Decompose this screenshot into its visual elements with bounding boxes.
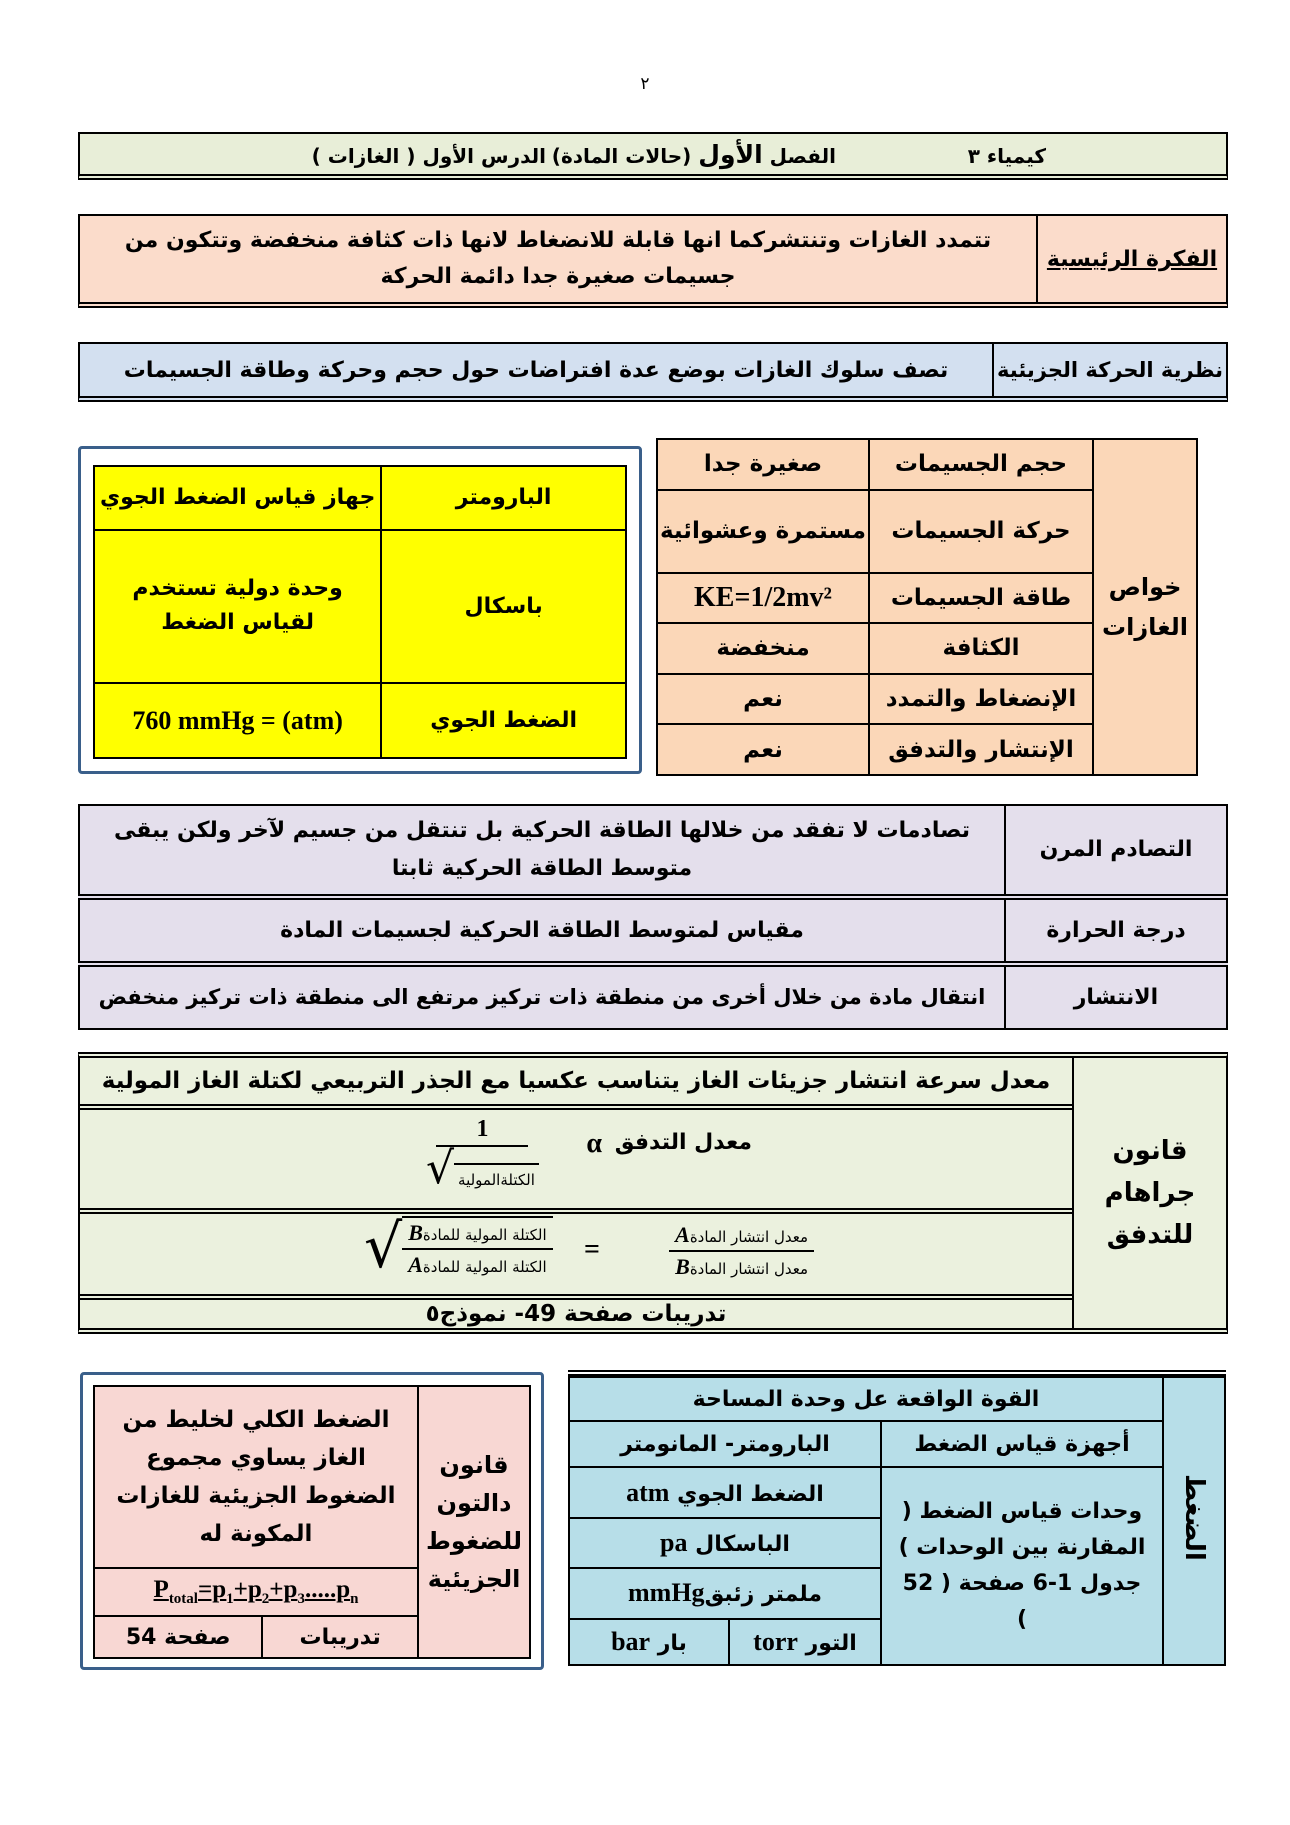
pressure-table	[568, 1370, 1226, 1666]
pressure-term: البارومتر	[381, 466, 626, 530]
property-value: نعم	[657, 724, 869, 775]
rate-label: معدل التدفق	[614, 1130, 752, 1155]
lesson-label: الدرس الأول ( الغازات )	[311, 144, 546, 168]
dalton-exercises-page: صفحة 54	[94, 1616, 262, 1658]
dalton-statement: الضغط الكلي لخليط من الغاز يساوي مجموع الضغوط الجزيئية للغازات المكونة له	[94, 1386, 418, 1568]
pressure-title: الضغط	[1163, 1377, 1225, 1665]
subject-label: كيمياء ٣	[967, 144, 1046, 168]
main-idea-text: تتمدد الغازات وتنتشركما انها قابلة للانضغاط لانها ذات كثافة منخفضة وتتكون من جسيمات صغيرة جدا دائمة الحركة	[124, 228, 992, 289]
pressure-units-label: وحدات قياس الضغط ( المقارنة بين الوحدات ) جدول 1-6 صفحة ( 52 )	[881, 1467, 1163, 1665]
rate-ratio-fraction: $\frac{\text{معدل انتشار المادةA}}{\text{معدل انتشار المادةB}}$	[669, 1222, 814, 1280]
gas-properties-title: خواص الغازات	[1093, 439, 1197, 775]
graham-proportion	[80, 1110, 1072, 1214]
pressure-terms-box	[78, 446, 642, 774]
mass-ratio-root: √ $\frac{\text{الكتلة المولية للمادةB}}{\text{الكتلة المولية للمادةA}}$	[364, 1216, 553, 1278]
pressure-unit-bar: بار bar	[569, 1619, 729, 1665]
property-value: KE=1/2mv²	[657, 573, 869, 624]
property-name: الإنتشار والتدفق	[869, 724, 1093, 775]
dalton-formula: $P_{total}=p_1+p_2+p_3.....p_n$	[94, 1568, 418, 1616]
pressure-term-definition: جهاز قياس الضغط الجوي	[94, 466, 381, 530]
property-name: الكثافة	[869, 623, 1093, 674]
property-name: حركة الجسيمات	[869, 490, 1093, 573]
definition-text: تصادمات لا تفقد من خلالها الطاقة الحركية بل تنتقل من جسيم لآخر ولكن يبقى متوسط الطاقة الحركية ثابتا	[79, 805, 1005, 897]
graham-ratio	[80, 1214, 1072, 1300]
property-value: نعم	[657, 674, 869, 725]
property-value: صغيرة جدا	[657, 439, 869, 490]
equals-sign: =	[584, 1234, 600, 1265]
pressure-unit-atm: الضغط الجوي atm	[569, 1467, 881, 1517]
dalton-law-title: قانون دالتون للضغوط الجزيئية	[418, 1386, 530, 1658]
property-value: منخفضة	[657, 623, 869, 674]
inverse-root-fraction	[420, 1116, 545, 1194]
property-value: مستمرة وعشوائية	[657, 490, 869, 573]
graham-exercises: تدريبات صفحة 49- نموذج٥	[425, 1301, 727, 1327]
definition-term: الانتشار	[1005, 964, 1227, 1029]
property-name: حجم الجسيمات	[869, 439, 1093, 490]
dalton-law-box	[80, 1372, 544, 1670]
fraction-one: 1	[436, 1116, 528, 1147]
main-idea-label: الفكرة الرئيسية	[1036, 216, 1226, 302]
graham-statement: معدل سرعة انتشار جزيئات الغاز يتناسب عكسيا مع الجذر التربيعي لكتلة الغاز المولية	[80, 1058, 1072, 1110]
kinetic-theory-label: نظرية الحركة الجزيئية	[992, 344, 1226, 396]
page-number: ٢	[640, 74, 650, 94]
dalton-exercises-label: تدريبات	[262, 1616, 418, 1658]
property-name: طاقة الجسيمات	[869, 573, 1093, 624]
pressure-term-definition: 760 mmHg = (atm)	[94, 683, 381, 758]
pressure-term-definition: وحدة دولية تستخدم لقياس الضغط	[94, 530, 381, 684]
kinetic-theory-text: تصف سلوك الغازات بوضع عدة افتراضات حول حجم وحركة وطاقة الجسيمات	[123, 357, 949, 383]
pressure-devices: البارومتر- المانومتر	[569, 1421, 881, 1467]
pressure-unit-mmhg: ملمتر زئبقmmHg	[569, 1568, 881, 1618]
alpha-symbol: α	[586, 1128, 602, 1159]
pressure-devices-label: أجهزة قياس الضغط	[881, 1421, 1163, 1467]
gas-properties-table	[656, 438, 1198, 776]
lesson-header	[78, 132, 1228, 180]
definition-term: درجة الحرارة	[1005, 897, 1227, 964]
graham-law-box	[78, 1052, 1228, 1334]
definition-term: التصادم المرن	[1005, 805, 1227, 897]
definition-text: انتقال مادة من خلال أخرى من منطقة ذات تركيز مرتفع الى منطقة ذات تركيز منخفض	[79, 964, 1005, 1029]
definitions-table	[78, 804, 1228, 1030]
definition-text: مقياس لمتوسط الطاقة الحركية لجسيمات المادة	[79, 897, 1005, 964]
sqrt-molar-mass: √ الكتلةالمولية	[420, 1147, 545, 1189]
pressure-term: الضغط الجوي	[381, 683, 626, 758]
graham-law-title: قانون جراهام للتدفق	[1072, 1058, 1226, 1328]
chapter-label: الفصل الأول (حالات المادة)	[551, 140, 836, 169]
main-idea-box	[78, 214, 1228, 308]
pressure-term: باسكال	[381, 530, 626, 684]
kinetic-theory-box	[78, 342, 1228, 402]
pressure-definition: القوة الواقعة عل وحدة المساحة	[569, 1377, 1163, 1421]
pressure-unit-pa: الباسكال pa	[569, 1518, 881, 1568]
pressure-unit-torr: التور torr	[729, 1619, 881, 1665]
property-name: الإنضغاط والتمدد	[869, 674, 1093, 725]
